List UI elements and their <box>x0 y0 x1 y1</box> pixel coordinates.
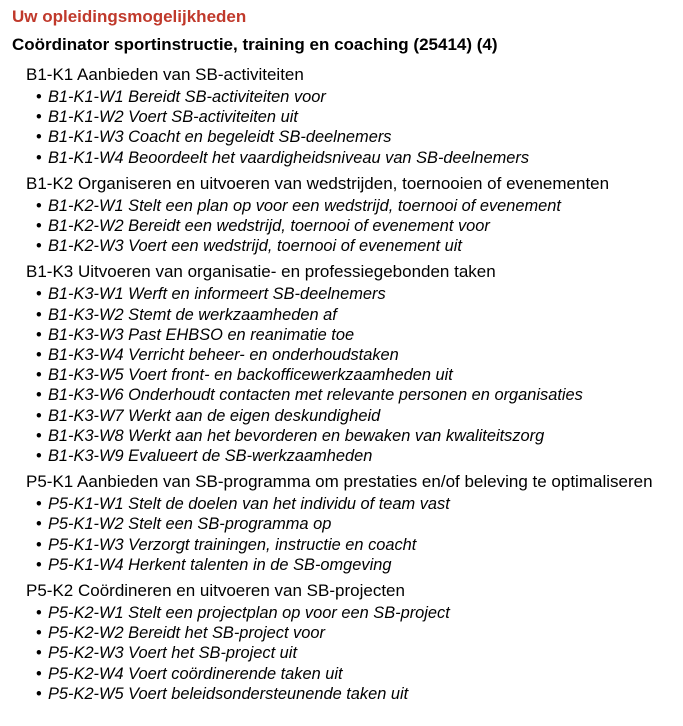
list-item-text: B1-K3-W6 Onderhoudt contacten met relevante personen en organisaties <box>48 386 583 405</box>
list-item <box>36 603 683 623</box>
list-item <box>36 494 683 514</box>
bullet-icon: • <box>36 426 42 445</box>
list-item <box>36 446 683 466</box>
list-item-text: B1-K1-W2 Voert SB-activiteiten uit <box>48 108 298 127</box>
list-item-text: P5-K1-W1 Stelt de doelen van het individu of team vast <box>48 495 450 514</box>
list-item <box>36 535 683 555</box>
work-process-list <box>26 603 683 704</box>
list-item-text: B1-K3-W3 Past EHBSO en reanimatie toe <box>48 325 355 344</box>
work-process-list <box>26 196 683 257</box>
list-item-text: B1-K3-W8 Werkt aan het bevorderen en bewaken van kwaliteitszorg <box>48 426 545 445</box>
list-item-text: B1-K2-W3 Voert een wedstrijd, toernooi of evenement uit <box>48 237 462 256</box>
bullet-icon: • <box>36 535 42 554</box>
bullet-icon: • <box>36 325 42 344</box>
sections-container <box>12 65 683 704</box>
list-item-text: B1-K3-W4 Verricht beheer- en onderhoudstaken <box>48 346 399 365</box>
page-heading: Uw opleidingsmogelijkheden <box>12 7 247 26</box>
list-item <box>36 345 683 365</box>
list-item <box>36 385 683 405</box>
list-item-text: B1-K3-W5 Voert front- en backofficewerkzaamheden uit <box>48 366 453 385</box>
bullet-icon: • <box>36 88 42 106</box>
list-item <box>36 236 683 256</box>
list-item-text: B1-K3-W7 Werkt aan de eigen deskundigheid <box>48 406 381 425</box>
section-title: P5-K2 Coördineren en uitvoeren van SB-projecten <box>26 581 405 601</box>
list-item-text: B1-K3-W9 Evalueert de SB-werkzaamheden <box>48 447 373 466</box>
bullet-icon: • <box>36 285 42 304</box>
section-b1-k3 <box>26 262 683 466</box>
list-item-text: B1-K1-W1 Bereidt SB-activiteiten voor <box>48 88 326 106</box>
list-item <box>36 284 683 304</box>
list-item-text: P5-K2-W3 Voert het SB-project uit <box>48 644 297 663</box>
list-item <box>36 87 683 107</box>
section-p5-k1 <box>26 472 683 575</box>
section-title: B1-K3 Uitvoeren van organisatie- en professiegebonden taken <box>26 262 496 282</box>
list-item <box>36 514 683 534</box>
list-item-text: P5-K2-W2 Bereidt het SB-project voor <box>48 624 325 643</box>
bullet-icon: • <box>36 406 42 425</box>
list-item-text: B1-K2-W2 Bereidt een wedstrijd, toernooi of evenement voor <box>48 217 490 236</box>
bullet-icon: • <box>36 604 42 623</box>
bullet-icon: • <box>36 644 42 663</box>
section-b1-k2 <box>26 174 683 257</box>
bullet-icon: • <box>36 305 42 324</box>
list-item <box>36 196 683 216</box>
list-item-text: P5-K2-W5 Voert beleidsondersteunende taken uit <box>48 684 409 703</box>
list-item <box>36 684 683 704</box>
bullet-icon: • <box>36 366 42 385</box>
list-item-text: P5-K1-W3 Verzorgt trainingen, instructie en coacht <box>48 535 417 554</box>
list-item-text: P5-K2-W4 Voert coördinerende taken uit <box>48 664 343 683</box>
list-item <box>36 406 683 426</box>
list-item <box>36 365 683 385</box>
bullet-icon: • <box>36 346 42 365</box>
list-item <box>36 148 683 168</box>
bullet-icon: • <box>36 447 42 466</box>
bullet-icon: • <box>36 515 42 534</box>
bullet-icon: • <box>36 217 42 236</box>
list-item <box>36 107 683 127</box>
list-item <box>36 325 683 345</box>
list-item-text: B1-K1-W4 Beoordeelt het vaardigheidsniveau van SB-deelnemers <box>48 148 530 167</box>
list-item <box>36 426 683 446</box>
bullet-icon: • <box>36 495 42 514</box>
list-item <box>36 623 683 643</box>
bullet-icon: • <box>36 128 42 147</box>
bullet-icon: • <box>36 148 42 167</box>
list-item-text: B1-K3-W1 Werft en informeert SB-deelnemers <box>48 285 386 304</box>
section-title: B1-K2 Organiseren en uitvoeren van wedstrijden, toernooien of evenementen <box>26 173 610 193</box>
bullet-icon: • <box>36 196 42 215</box>
list-item <box>36 305 683 325</box>
list-item <box>36 643 683 663</box>
bullet-icon: • <box>36 237 42 256</box>
list-item <box>36 216 683 236</box>
work-process-list <box>26 284 683 466</box>
section-title: B1-K1 Aanbieden van SB-activiteiten <box>26 65 304 84</box>
qualification-title: Coördinator sportinstructie, training en coaching (25414) (4) <box>12 35 498 54</box>
list-item <box>36 555 683 575</box>
bullet-icon: • <box>36 555 42 574</box>
bullet-icon: • <box>36 108 42 127</box>
work-process-list <box>26 494 683 575</box>
bullet-icon: • <box>36 624 42 643</box>
section-title: P5-K1 Aanbieden van SB-programma om prestaties en/of beleving te optimaliseren <box>26 472 653 492</box>
list-item-text: B1-K1-W3 Coacht en begeleidt SB-deelnemers <box>48 128 392 147</box>
list-item-text: B1-K3-W2 Stemt de werkzaamheden af <box>48 305 337 324</box>
section-b1-k1 <box>26 65 683 168</box>
list-item-text: P5-K1-W2 Stelt een SB-programma op <box>48 515 332 534</box>
work-process-list <box>26 87 683 168</box>
list-item-text: P5-K2-W1 Stelt een projectplan op voor een SB-project <box>48 604 450 623</box>
list-item <box>36 664 683 684</box>
bullet-icon: • <box>36 664 42 683</box>
list-item <box>36 127 683 147</box>
section-p5-k2 <box>26 581 683 704</box>
bullet-icon: • <box>36 386 42 405</box>
list-item-text: P5-K1-W4 Herkent talenten in de SB-omgeving <box>48 555 392 574</box>
list-item-text: B1-K2-W1 Stelt een plan op voor een wedstrijd, toernooi of evenement <box>48 196 561 215</box>
bullet-icon: • <box>36 684 42 703</box>
